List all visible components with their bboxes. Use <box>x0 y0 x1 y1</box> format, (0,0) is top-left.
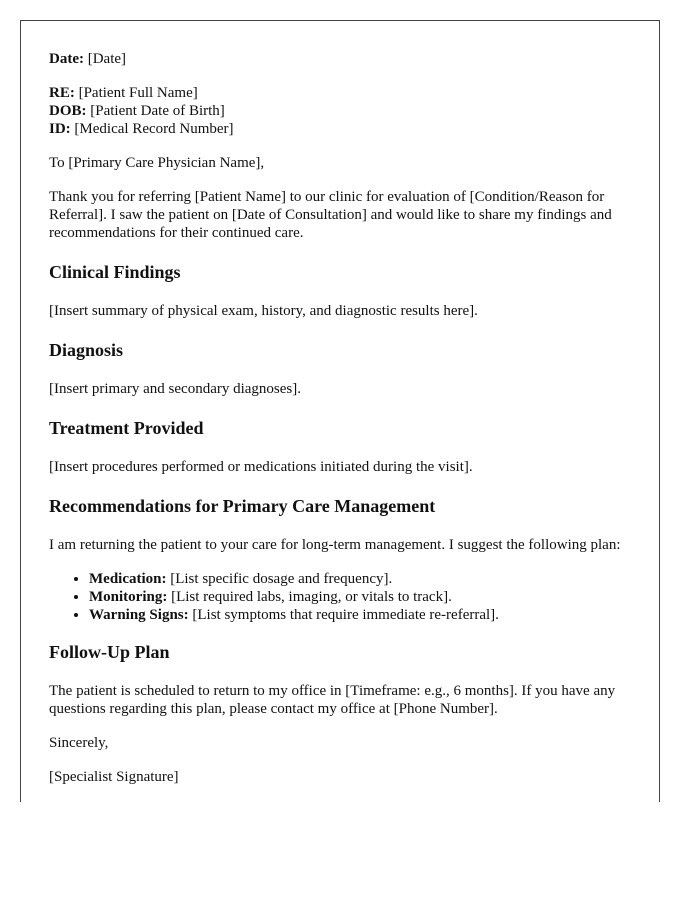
list-item-warning-signs <box>89 606 631 624</box>
medication-text: [List specific dosage and frequency]. <box>166 571 393 587</box>
salutation: To [Primary Care Physician Name], <box>49 155 265 171</box>
treatment-heading: Treatment Provided <box>49 418 204 438</box>
warning-signs-label: Warning Signs: <box>89 607 189 623</box>
list-item-medication <box>89 570 631 588</box>
date-value: [Date] <box>87 51 127 67</box>
re-label: RE: <box>49 85 75 101</box>
recommendations-body: I am returning the patient to your care for long-term management. I suggest the following plan: <box>49 537 621 553</box>
clinical-findings-body: [Insert summary of physical exam, history, and diagnostic results here]. <box>49 303 478 319</box>
signature: [Specialist Signature] <box>49 769 179 785</box>
recommendations-list <box>49 570 631 624</box>
clinical-findings-heading: Clinical Findings <box>49 262 181 282</box>
monitoring-text: [List required labs, imaging, or vitals to track]. <box>167 589 452 605</box>
re-value: [Patient Full Name] <box>78 85 198 101</box>
dob-value: [Patient Date of Birth] <box>90 103 225 119</box>
dob-label: DOB: <box>49 103 87 119</box>
patient-info <box>49 84 631 138</box>
id-value: [Medical Record Number] <box>74 121 234 137</box>
intro-paragraph: Thank you for referring [Patient Name] to our clinic for evaluation of [Condition/Reason for Referral]. I saw the patient on [Date of Consultation] and would like to share my findings and recommendations for their continued care. <box>49 189 612 241</box>
diagnosis-heading: Diagnosis <box>49 340 124 360</box>
dob-line <box>49 102 631 120</box>
treatment-body: [Insert procedures performed or medications initiated during the visit]. <box>49 459 473 475</box>
referral-letter <box>20 20 660 802</box>
warning-signs-text: [List symptoms that require immediate re-referral]. <box>188 607 499 623</box>
monitoring-label: Monitoring: <box>89 589 168 605</box>
date-label: Date: <box>49 51 84 67</box>
recommendations-heading: Recommendations for Primary Care Management <box>49 496 436 516</box>
follow-up-body: The patient is scheduled to return to my office in [Timeframe: e.g., 6 months]. If you have any questions regarding this plan, please contact my office at [Phone Number]. <box>49 683 616 717</box>
list-item-monitoring <box>89 588 631 606</box>
medication-label: Medication: <box>89 571 167 587</box>
id-label: ID: <box>49 121 71 137</box>
date-line <box>49 50 631 68</box>
closing: Sincerely, <box>49 735 109 751</box>
follow-up-heading: Follow-Up Plan <box>49 642 170 662</box>
re-line <box>49 84 631 102</box>
diagnosis-body: [Insert primary and secondary diagnoses]. <box>49 381 301 397</box>
id-line <box>49 120 631 138</box>
